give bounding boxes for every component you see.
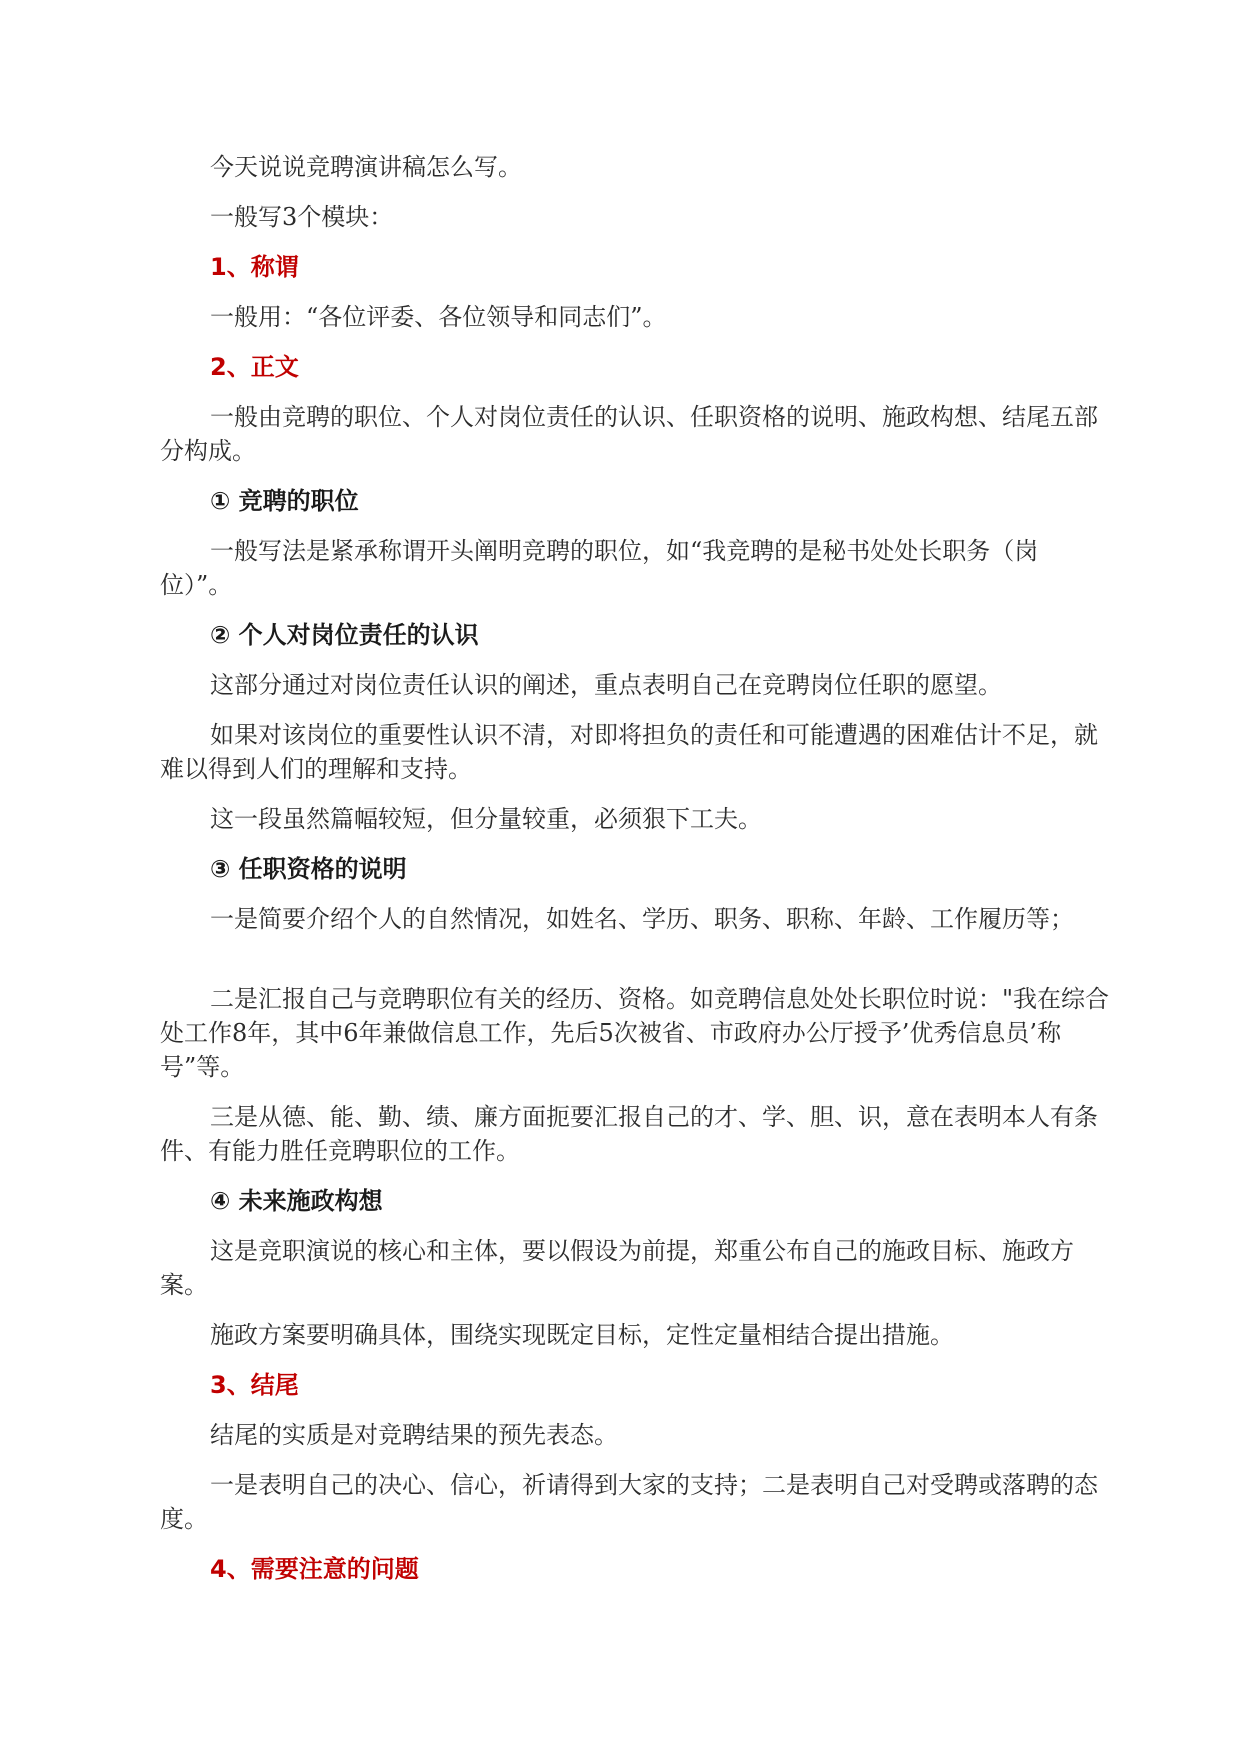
paragraph: 一般写法是紧承称谓开头阐明竞聘的职位，如“我竞聘的是秘书处处长职务（岗位）”。 — [160, 537, 1039, 599]
section-heading-notes: 4、需要注意的问题 — [210, 1555, 419, 1583]
subheading-position: ① 竞聘的职位 — [210, 487, 359, 515]
paragraph: 如果对该岗位的重要性认识不清，对即将担负的责任和可能遭遇的困难估计不足，就难以得到人们的理解和支持。 — [160, 721, 1098, 783]
section-heading-conclusion: 3、结尾 — [210, 1371, 299, 1399]
section-heading-body: 2、正文 — [210, 353, 299, 381]
paragraph: 一般用：“各位评委、各位领导和同志们”。 — [210, 303, 667, 331]
paragraph: 一般由竞聘的职位、个人对岗位责任的认识、任职资格的说明、施政构想、结尾五部分构成。 — [160, 403, 1098, 465]
paragraph: 三是从德、能、勤、绩、廉方面扼要汇报自己的才、学、胆、识，意在表明本人有条件、有能力胜任竞聘职位的工作。 — [160, 1103, 1098, 1165]
subheading-qualification: ③ 任职资格的说明 — [210, 855, 407, 883]
document-page — [160, 150, 1110, 1602]
paragraph: 二是汇报自己与竞聘职位有关的经历、资格。如竞聘信息处处长职位时说："我在综合处工作8年，其中6年兼做信息工作，先后5次被省、市政府办公厅授予’优秀信息员’称号”等。 — [160, 985, 1110, 1081]
paragraph: 一般写3个模块： — [210, 203, 394, 231]
paragraph: 这是竞职演说的核心和主体，要以假设为前提，郑重公布自己的施政目标、施政方案。 — [160, 1237, 1074, 1299]
paragraph: 一是简要介绍个人的自然情况，如姓名、学历、职务、职称、年龄、工作履历等； — [210, 905, 1074, 933]
paragraph: 这部分通过对岗位责任认识的阐述，重点表明自己在竞聘岗位任职的愿望。 — [210, 671, 1002, 699]
paragraph: 一是表明自己的决心、信心，祈请得到大家的支持；二是表明自己对受聘或落聘的态度。 — [160, 1471, 1098, 1533]
paragraph: 结尾的实质是对竞聘结果的预先表态。 — [210, 1421, 618, 1449]
section-heading-salutation: 1、称谓 — [210, 253, 299, 281]
subheading-plan: ④ 未来施政构想 — [210, 1187, 383, 1215]
paragraph: 施政方案要明确具体，围绕实现既定目标，定性定量相结合提出措施。 — [210, 1321, 954, 1349]
subheading-responsibility: ② 个人对岗位责任的认识 — [210, 621, 479, 649]
paragraph: 今天说说竞聘演讲稿怎么写。 — [210, 153, 522, 181]
paragraph: 这一段虽然篇幅较短，但分量较重，必须狠下工夫。 — [210, 805, 762, 833]
